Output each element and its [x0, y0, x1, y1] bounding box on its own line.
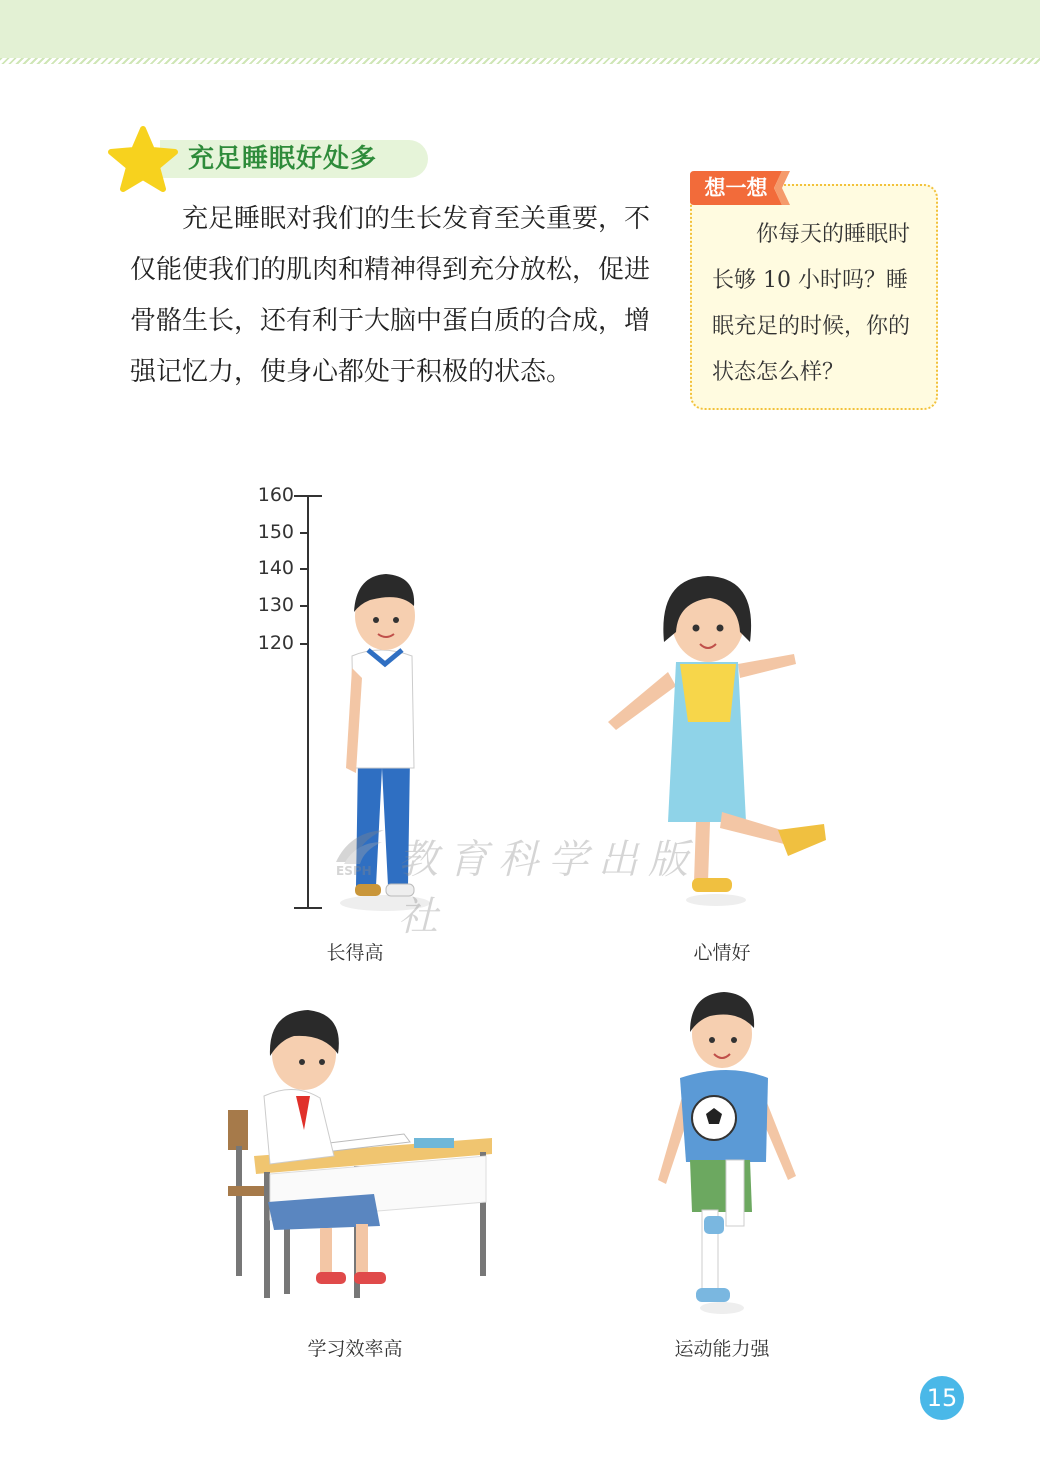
ruler-label: 120 — [257, 632, 294, 654]
caption-grow-tall: 长得高 — [326, 942, 384, 964]
watermark-text: 教育科学出版社 — [398, 837, 698, 940]
think-tab-label: 想一想 — [704, 176, 768, 200]
body-paragraph: 充足睡眠对我们的生长发育至关重要，不仅能使我们的肌肉和精神得到充分放松，促进骨骼生长，还有利于大脑中蛋白质的合成，增强记忆力，使身心都处于积极的状态。 — [130, 204, 651, 387]
boy-football-illustration — [650, 990, 810, 1318]
section-heading — [108, 126, 428, 192]
watermark-logo-text: ESPH — [336, 864, 372, 878]
publisher-watermark — [330, 822, 730, 940]
girl-studying-illustration — [224, 1006, 494, 1306]
section-title: 充足睡眠好处多 — [188, 144, 378, 174]
think-question: 你每天的睡眠时长够 10 小时吗？睡眠充足的时候，你的状态怎么样？ — [712, 222, 911, 385]
ruler-label: 140 — [257, 557, 294, 579]
ruler-scale — [250, 480, 330, 920]
star-icon — [108, 126, 178, 192]
caption-study-efficiency: 学习效率高 — [307, 1338, 403, 1360]
page-number-badge: 15 — [920, 1376, 964, 1420]
think-tab — [690, 171, 798, 205]
height-ruler — [250, 480, 330, 920]
caption-good-mood: 心情好 — [693, 942, 751, 964]
top-band-edge — [0, 58, 1040, 64]
caption-athletic-ability: 运动能力强 — [674, 1338, 770, 1360]
ruler-label: 150 — [257, 521, 294, 543]
top-band — [0, 0, 1040, 58]
ruler-label: 160 — [257, 484, 294, 506]
ruler-label: 130 — [257, 594, 294, 616]
